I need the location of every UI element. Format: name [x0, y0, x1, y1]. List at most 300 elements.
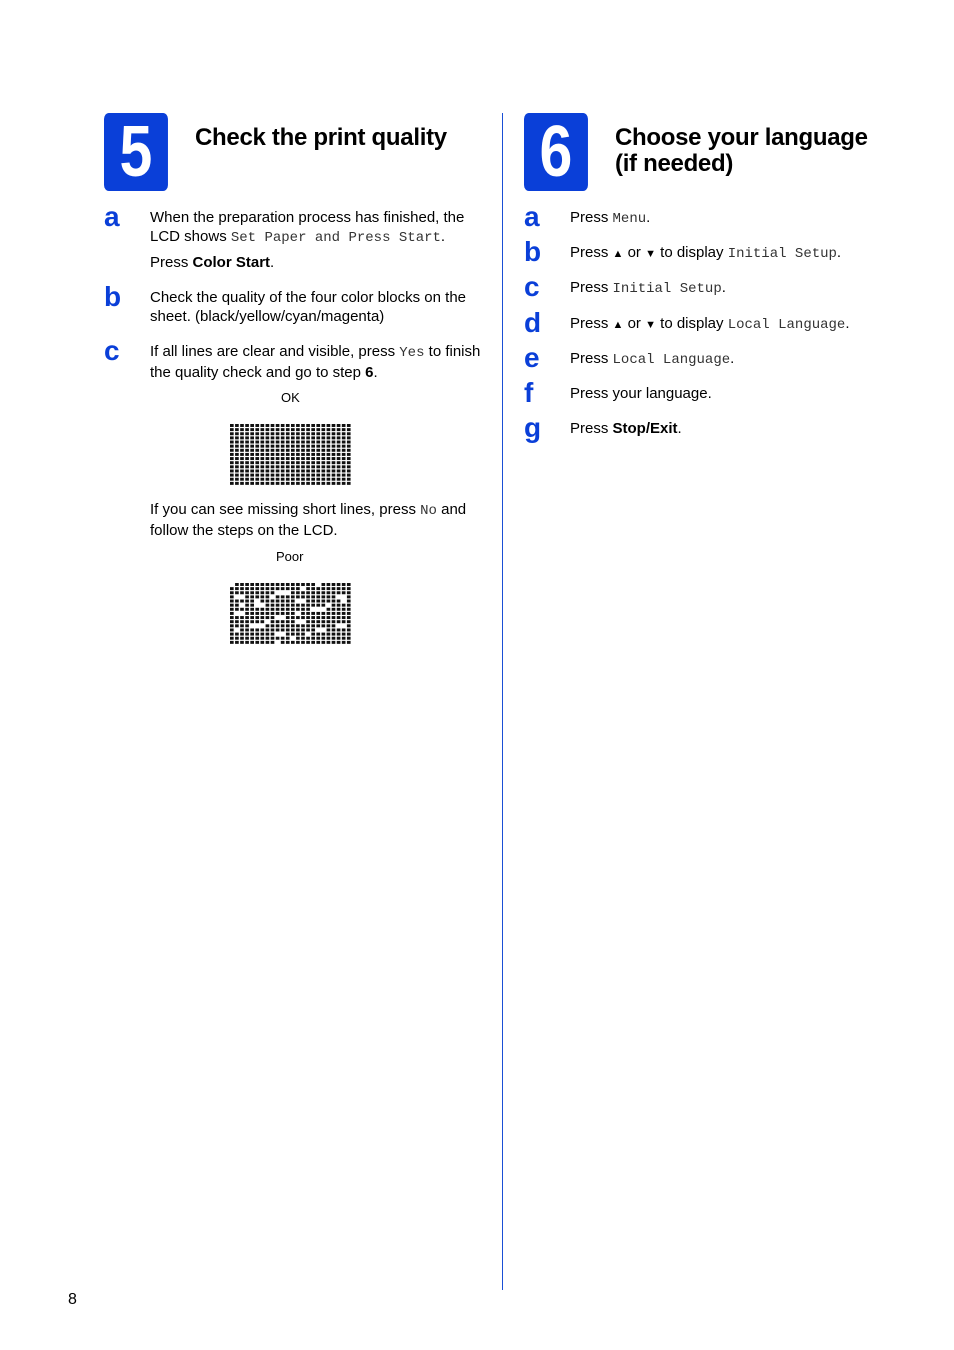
pattern-dash: [291, 595, 295, 598]
pattern-dash: [245, 587, 249, 590]
pattern-dash: [347, 616, 351, 619]
pattern-dash: [240, 620, 244, 623]
pattern-dash: [291, 469, 295, 472]
lcd-option: Local Language: [612, 352, 731, 368]
pattern-dash: [347, 469, 351, 472]
pattern-dash: [286, 453, 290, 456]
pattern-dash: [296, 604, 300, 607]
pattern-dash: [235, 474, 239, 477]
pattern-dash: [250, 449, 254, 452]
pattern-dash: [347, 600, 351, 603]
pattern-dash: [235, 478, 239, 481]
pattern-dash: [306, 474, 310, 477]
pattern-dash: [332, 600, 336, 603]
pattern-dash: [266, 441, 270, 444]
pattern-dash: [332, 624, 336, 627]
pattern-dash: [306, 591, 310, 594]
pattern-dash: [296, 449, 300, 452]
pattern-dash: [261, 428, 265, 431]
pattern-dash: [327, 641, 331, 644]
pattern-dash: [327, 441, 331, 444]
pattern-dash: [296, 587, 300, 590]
substep-letter: c: [524, 271, 540, 302]
pattern-dash: [322, 478, 326, 481]
pattern-dash: [230, 604, 234, 607]
pattern-dash: [316, 461, 320, 464]
pattern-dash: [286, 595, 290, 598]
pattern-dash: [271, 461, 275, 464]
pattern-dash: [342, 633, 346, 636]
step-6f-text: Press your language.: [570, 385, 712, 402]
pattern-dash: [276, 432, 280, 435]
pattern-dash: [245, 469, 249, 472]
pattern-dash: [322, 461, 326, 464]
pattern-dash: [296, 628, 300, 631]
pattern-dash: [245, 633, 249, 636]
pattern-dash: [286, 474, 290, 477]
pattern-dash: [245, 482, 249, 485]
pattern-dash: [327, 424, 331, 427]
pattern-dash: [240, 449, 244, 452]
pattern-dash: [322, 469, 326, 472]
pattern-dash: [266, 424, 270, 427]
pattern-dash: [255, 441, 259, 444]
pattern-dash: [311, 428, 315, 431]
pattern-dash: [245, 628, 249, 631]
pattern-dash: [240, 424, 244, 427]
step-6d-text: Press ▲ or ▼ to display Local Language.: [570, 315, 850, 333]
pattern-dash: [240, 608, 244, 611]
pattern-dash: [235, 482, 239, 485]
pattern-dash: [250, 428, 254, 431]
pattern-dash: [347, 624, 351, 627]
pattern-dash: [316, 591, 320, 594]
pattern-dash: [301, 441, 305, 444]
pattern-dash: [301, 436, 305, 439]
pattern-dash: [342, 465, 346, 468]
pattern-dash: [240, 637, 244, 640]
pattern-dash: [281, 604, 285, 607]
pattern-dash: [311, 465, 315, 468]
pattern-dash: [250, 633, 254, 636]
pattern-dash: [327, 637, 331, 640]
pattern-dash: [271, 469, 275, 472]
pattern-dash: [296, 641, 300, 644]
substep-letter: b: [524, 236, 542, 267]
pattern-dash: [311, 616, 315, 619]
pattern-dash: [261, 583, 265, 586]
pattern-dash: [327, 457, 331, 460]
pattern-dash: [240, 461, 244, 464]
pattern-dash: [347, 608, 351, 611]
color-start-key: Color Start: [192, 254, 271, 271]
pattern-dash: [235, 469, 239, 472]
pattern-dash: [250, 616, 254, 619]
pattern-dash: [276, 465, 280, 468]
pattern-dash: [327, 616, 331, 619]
pattern-dash: [250, 595, 254, 598]
pattern-dash: [347, 620, 351, 623]
pattern-dash: [255, 428, 259, 431]
pattern-dash: [235, 624, 239, 627]
pattern-dash: [271, 587, 275, 590]
pattern-dash: [266, 465, 270, 468]
pattern-dash: [235, 424, 239, 427]
pattern-dash: [250, 478, 254, 481]
pattern-dash: [250, 465, 254, 468]
pattern-dash: [327, 624, 331, 627]
pattern-dash: [301, 612, 305, 615]
pattern-dash: [342, 628, 346, 631]
pattern-dash: [301, 432, 305, 435]
pattern-dash: [245, 424, 249, 427]
pattern-dash: [235, 457, 239, 460]
pattern-dash: [291, 424, 295, 427]
pattern-dash: [230, 469, 234, 472]
pattern-dash: [337, 474, 341, 477]
pattern-dash: [337, 436, 341, 439]
pattern-dash: [342, 461, 346, 464]
pattern-dash: [337, 478, 341, 481]
pattern-dash: [342, 604, 346, 607]
pattern-dash: [347, 482, 351, 485]
pattern-dash: [261, 637, 265, 640]
step-5c-poor-text: If you can see missing short lines, press No and follow the steps on the LCD.: [150, 501, 467, 539]
pattern-dash: [230, 445, 234, 448]
pattern-dash: [301, 474, 305, 477]
pattern-dash: [266, 600, 270, 603]
pattern-dash: [281, 628, 285, 631]
pattern-dash: [316, 478, 320, 481]
pattern-dash: [311, 482, 315, 485]
pattern-dash: [266, 583, 270, 586]
pattern-dash: [261, 424, 265, 427]
pattern-dash: [301, 449, 305, 452]
pattern-dash: [347, 583, 351, 586]
pattern-dash: [291, 620, 295, 623]
pattern-dash: [337, 620, 341, 623]
pattern-dash: [347, 461, 351, 464]
pattern-dash: [311, 469, 315, 472]
pattern-dash: [276, 449, 280, 452]
pattern-dash: [240, 457, 244, 460]
pattern-dash: [291, 624, 295, 627]
pattern-dash: [271, 624, 275, 627]
pattern-dash: [250, 583, 254, 586]
pattern-dash: [301, 608, 305, 611]
pattern-dash: [291, 432, 295, 435]
pattern-dash: [347, 595, 351, 598]
pattern-dash: [286, 428, 290, 431]
pattern-dash: [322, 633, 326, 636]
pattern-dash: [240, 482, 244, 485]
pattern-dash: [250, 612, 254, 615]
pattern-dash: [347, 633, 351, 636]
pattern-dash: [266, 474, 270, 477]
pattern-dash: [261, 587, 265, 590]
pattern-dash: [281, 624, 285, 627]
pattern-dash: [322, 453, 326, 456]
pattern-dash: [332, 436, 336, 439]
pattern-dash: [235, 587, 239, 590]
pattern-dash: [327, 482, 331, 485]
pattern-dash: [347, 428, 351, 431]
pattern-dash: [327, 633, 331, 636]
pattern-dash: [271, 453, 275, 456]
pattern-dash: [276, 587, 280, 590]
pattern-dash: [276, 600, 280, 603]
pattern-dash: [230, 633, 234, 636]
pattern-dash: [332, 474, 336, 477]
pattern-dash: [311, 583, 315, 586]
pattern-dash: [286, 628, 290, 631]
pattern-dash: [255, 474, 259, 477]
pattern-dash: [245, 591, 249, 594]
pattern-dash: [332, 432, 336, 435]
pattern-dash: [322, 612, 326, 615]
pattern-dash: [296, 482, 300, 485]
pattern-dash: [255, 478, 259, 481]
pattern-dash: [261, 453, 265, 456]
pattern-dash: [347, 453, 351, 456]
pattern-dash: [332, 461, 336, 464]
pattern-dash: [337, 604, 341, 607]
pattern-dash: [261, 449, 265, 452]
pattern-dash: [342, 436, 346, 439]
pattern-dash: [316, 620, 320, 623]
pattern-dash: [250, 469, 254, 472]
pattern-dash: [271, 600, 275, 603]
pattern-dash: [230, 453, 234, 456]
pattern-dash: [347, 591, 351, 594]
pattern-dash: [235, 461, 239, 464]
pattern-dash: [316, 449, 320, 452]
pattern-dash: [322, 616, 326, 619]
pattern-dash: [255, 583, 259, 586]
pattern-dash: [230, 465, 234, 468]
pattern-dash: [327, 453, 331, 456]
pattern-dash: [316, 624, 320, 627]
pattern-dash: [245, 608, 249, 611]
pattern-dash: [337, 441, 341, 444]
step-reference: 6: [365, 364, 374, 381]
pattern-dash: [250, 591, 254, 594]
pattern-dash: [342, 641, 346, 644]
pattern-dash: [347, 478, 351, 481]
pattern-dash: [342, 453, 346, 456]
pattern-dash: [230, 612, 234, 615]
pattern-dash: [261, 628, 265, 631]
pattern-dash: [286, 637, 290, 640]
pattern-dash: [337, 591, 341, 594]
pattern-dash: [235, 591, 239, 594]
pattern-dash: [342, 583, 346, 586]
pattern-dash: [311, 474, 315, 477]
pattern-dash: [296, 428, 300, 431]
pattern-dash: [266, 436, 270, 439]
pattern-dash: [240, 469, 244, 472]
pattern-dash: [322, 624, 326, 627]
pattern-dash: [296, 624, 300, 627]
pattern-dash: [245, 445, 249, 448]
pattern-dash: [306, 432, 310, 435]
pattern-dash: [281, 474, 285, 477]
pattern-dash: [332, 424, 336, 427]
pattern-dash: [342, 620, 346, 623]
pattern-dash: [301, 478, 305, 481]
pattern-dash: [235, 441, 239, 444]
pattern-dash: [296, 595, 300, 598]
pattern-dash: [276, 478, 280, 481]
pattern-dash: [281, 620, 285, 623]
pattern-dash: [337, 482, 341, 485]
pattern-dash: [286, 441, 290, 444]
pattern-dash: [276, 595, 280, 598]
pattern-dash: [291, 633, 295, 636]
pattern-dash: [327, 461, 331, 464]
pattern-dash: [347, 612, 351, 615]
pattern-dash: [337, 633, 341, 636]
pattern-dash: [337, 428, 341, 431]
pattern-dash: [266, 478, 270, 481]
pattern-dash: [332, 428, 336, 431]
substep-letter: e: [524, 342, 540, 373]
pattern-dash: [266, 628, 270, 631]
pattern-dash: [235, 465, 239, 468]
pattern-dash: [296, 633, 300, 636]
step-6-number-box: 6: [524, 113, 588, 191]
pattern-dash: [286, 641, 290, 644]
pattern-dash: [327, 436, 331, 439]
pattern-dash: [230, 457, 234, 460]
pattern-dash: [240, 445, 244, 448]
pattern-dash: [286, 465, 290, 468]
pattern-dash: [276, 628, 280, 631]
pattern-dash: [250, 587, 254, 590]
pattern-dash: [286, 449, 290, 452]
pattern-dash: [291, 445, 295, 448]
pattern-dash: [342, 608, 346, 611]
pattern-dash: [245, 612, 249, 615]
pattern-dash: [337, 449, 341, 452]
pattern-dash: [311, 620, 315, 623]
pattern-dash: [301, 624, 305, 627]
pattern-dash: [306, 465, 310, 468]
pattern-dash: [255, 612, 259, 615]
pattern-dash: [337, 453, 341, 456]
pattern-dash: [286, 432, 290, 435]
pattern-dash: [271, 432, 275, 435]
pattern-dash: [281, 478, 285, 481]
pattern-dash: [255, 608, 259, 611]
pattern-dash: [271, 608, 275, 611]
pattern-dash: [322, 449, 326, 452]
pattern-dash: [337, 465, 341, 468]
pattern-dash: [311, 600, 315, 603]
pattern-dash: [230, 641, 234, 644]
pattern-dash: [235, 600, 239, 603]
pattern-dash: [240, 428, 244, 431]
pattern-dash: [266, 432, 270, 435]
pattern-dash: [347, 604, 351, 607]
substep-letter: d: [524, 307, 542, 338]
pattern-dash: [276, 474, 280, 477]
pattern-dash: [281, 600, 285, 603]
pattern-dash: [240, 624, 244, 627]
pattern-dash: [337, 612, 341, 615]
pattern-dash: [342, 432, 346, 435]
pattern-dash: [250, 445, 254, 448]
pattern-dash: [255, 641, 259, 644]
pattern-dash: [235, 449, 239, 452]
pattern-dash: [347, 641, 351, 644]
pattern-dash: [271, 436, 275, 439]
pattern-dash: [276, 620, 280, 623]
pattern-dash: [306, 445, 310, 448]
pattern-dash: [230, 587, 234, 590]
pattern-dash: [281, 441, 285, 444]
pattern-dash: [296, 424, 300, 427]
pattern-dash: [271, 474, 275, 477]
pattern-dash: [296, 457, 300, 460]
pattern-dash: [261, 633, 265, 636]
pattern-dash: [296, 478, 300, 481]
pattern-dash: [322, 604, 326, 607]
pattern-dash: [240, 641, 244, 644]
stop-exit-key: Stop/Exit: [612, 420, 678, 437]
pattern-dash: [230, 449, 234, 452]
pattern-dash: [245, 465, 249, 468]
pattern-dash: [255, 637, 259, 640]
pattern-dash: [301, 457, 305, 460]
pattern-dash: [337, 637, 341, 640]
pattern-dash: [235, 583, 239, 586]
pattern-dash: [306, 424, 310, 427]
up-arrow-icon: ▲: [612, 319, 624, 331]
pattern-dash: [327, 474, 331, 477]
page-number: 8: [68, 1291, 77, 1308]
pattern-dash: [230, 608, 234, 611]
pattern-dash: [255, 633, 259, 636]
pattern-dash: [337, 600, 341, 603]
pattern-dash: [261, 432, 265, 435]
pattern-dash: [250, 424, 254, 427]
pattern-dash: [271, 478, 275, 481]
pattern-dash: [271, 465, 275, 468]
pattern-dash: [230, 461, 234, 464]
pattern-dash: [281, 457, 285, 460]
pattern-dash: [337, 608, 341, 611]
pattern-dash: [322, 424, 326, 427]
pattern-dash: [347, 457, 351, 460]
pattern-dash: [337, 583, 341, 586]
pattern-dash: [266, 612, 270, 615]
pattern-dash: [245, 436, 249, 439]
pattern-dash: [281, 432, 285, 435]
pattern-dash: [235, 604, 239, 607]
pattern-dash: [306, 595, 310, 598]
pattern-dash: [276, 637, 280, 640]
pattern-dash: [245, 604, 249, 607]
pattern-dash: [316, 595, 320, 598]
pattern-dash: [291, 587, 295, 590]
pattern-dash: [332, 482, 336, 485]
pattern-dash: [271, 583, 275, 586]
pattern-dash: [337, 445, 341, 448]
pattern-dash: [245, 595, 249, 598]
substep-letter: a: [104, 201, 120, 232]
pattern-dash: [322, 595, 326, 598]
